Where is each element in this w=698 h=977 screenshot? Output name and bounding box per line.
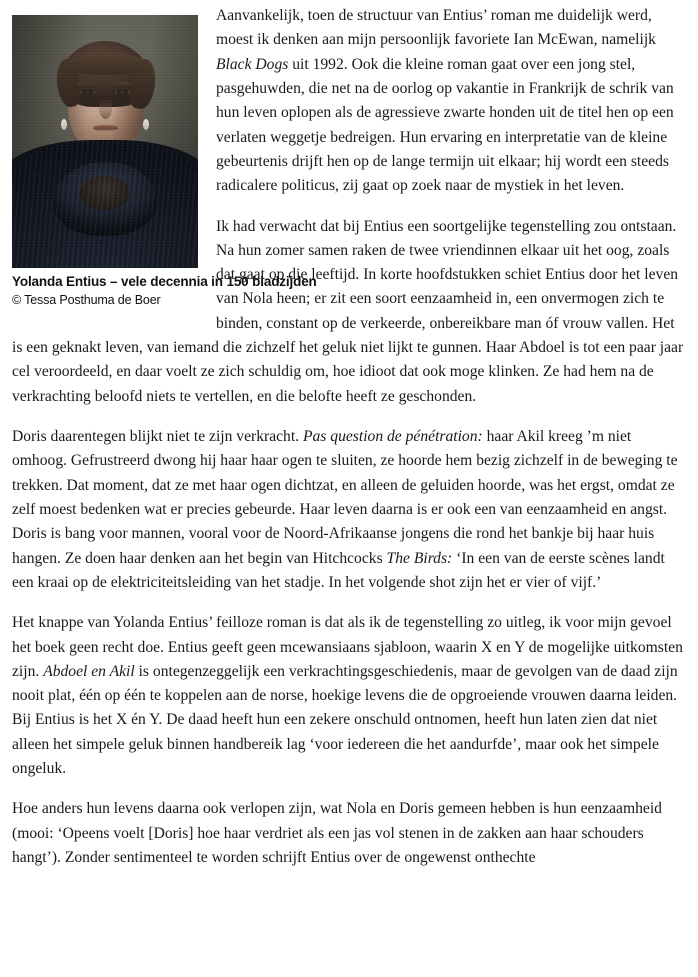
- photo-mouth: [93, 125, 118, 131]
- article-paragraph: [12, 797, 686, 870]
- photo-earring-right: [143, 119, 149, 130]
- emphasised-text: Abdoel en Akil: [43, 662, 135, 680]
- paragraph-text: haar Akil kreeg ’m niet omhoog. Gefrustreerd dwong hij haar haar ogen te sluiten, ze hoorde hem bezig zichzelf in de beweging te trekken. Dat moment, dat ze met haar ogen dichtzat, en alleen de geluiden hoorde, was het ergst, omdat ze zelf moest bedenken wat er precies gebeurde. Haar leven daarna is er ook een van eenzaamheid en angst. Doris is bang voor mannen, vooral voor de Noord-Afrikaanse jongens die rond het bankje bij haar huis hangen. Ze doen haar denken aan het begin van Hitchcocks: [12, 428, 678, 567]
- paragraph-text: ‘In een van de eerste scènes landt een kraai op de elektriciteitsleiding van het stadje. In het volgende shot zijn het er vier of vijf.’: [12, 549, 665, 591]
- article-paragraph: [12, 425, 686, 595]
- portrait-photo: [12, 15, 198, 268]
- emphasised-text: Black Dogs: [216, 55, 289, 73]
- paragraph-text: Doris daarentegen blijkt niet te zijn verkracht.: [12, 428, 303, 445]
- paragraph-text: Het knappe van Yolanda Entius’ feilloze roman is dat als ik de tegenstelling zo uitleg, ik voor mijn gevoel het boek geen recht doe. Entius geeft geen mcewansiaans sjabloon, waarin X en Y de mogelijke uitkomsten zijn.: [12, 614, 683, 680]
- paragraph-text: Ik had verwacht dat bij Entius een soortgelijke tegenstelling zou ontstaan. Na hun zomer samen raken de twee vriendinnen elkaar uit het oog, zoals dat gaat op die leeftijd. In korte hoofdstukken schiet Entius door het leven van Nola heen; er zit een soort eenzaamheid in, een onvermogen zich te binden, constant op de verkeerde, onbereikbare man óf vrouw vallen. Het is een geknakt leven, van iemand die zichzelf het geluk niet lijkt te gunnen. Haar Abdoel is tot een paar jaar cel veroordeeld, en daar voelt ze zich schuldig om, hoe idioot dat ook moge klinken. Ze had hem na de verkrachting beloofd niets te vertellen, en die belofte heeft ze geschonden.: [12, 217, 684, 405]
- emphasised-text: Pas question de pénétration:: [302, 428, 483, 445]
- paragraph-text: is ontegenzeggelijk een verkrachtingsgeschiedenis, maar de gevolgen van de daad zijn nooit plat, één op één te koppelen aan de norse, hoekige levens die de opgroeiende vrouwen daarna leiden. Bij Entius is het X én Y. De daad heeft hun een zekere onschuld ontnomen, heeft hun laten zien dat niet alleen het simpele geluk binnen handbereik lag ‘voor iedereen die het aandurfde’, maar ook het simpele ongeluk.: [12, 662, 678, 778]
- caption-credit: © Tessa Posthuma de Boer: [12, 292, 161, 307]
- photo-eye-right: [115, 89, 130, 96]
- photo-nose: [99, 97, 112, 119]
- caption-title: Yolanda Entius – vele decennia in 150 bladzijden: [12, 274, 317, 289]
- photo-earring-left: [61, 119, 67, 130]
- photo-eye-left: [80, 89, 95, 96]
- photo-hair-fringe: [67, 53, 145, 75]
- paragraph-text: Aanvankelijk, toen de structuur van Entius’ roman me duidelijk werd, moest ik denken aan mijn persoonlijk favoriete Ian McEwan, namelijk: [216, 7, 656, 49]
- photo-sweater-ribbing: [12, 140, 198, 268]
- article-paragraph: [12, 611, 686, 781]
- emphasised-text: The Birds:: [386, 549, 453, 567]
- paragraph-text: Hoe anders hun levens daarna ook verlopen zijn, wat Nola en Doris gemeen hebben is hun eenzaamheid (mooi: ‘Opeens voelt [Doris] hoe haar verdriet als een jas vol stenen in de zakken aan haar schouders hangt’). Zonder sentimenteel te worden schrijft Entius over de ongewenst onthechte: [12, 800, 662, 866]
- paragraph-text: uit 1992. Ook die kleine roman gaat over een jong stel, pasgehuwden, die net na de oorlog op vakantie in Frankrijk de schrik van hun leven oplopen als de agressieve zwarte honden uit de titel hen op een verlaten weggetje bedreigen. Hun ervaring en interpretatie van de kleine gebeurtenis drijft hen op de lange termijn uit elkaar; hij wordt een steeds radicalere politicus, zij gaat op zoek naar de mystiek in het leven.: [216, 55, 674, 195]
